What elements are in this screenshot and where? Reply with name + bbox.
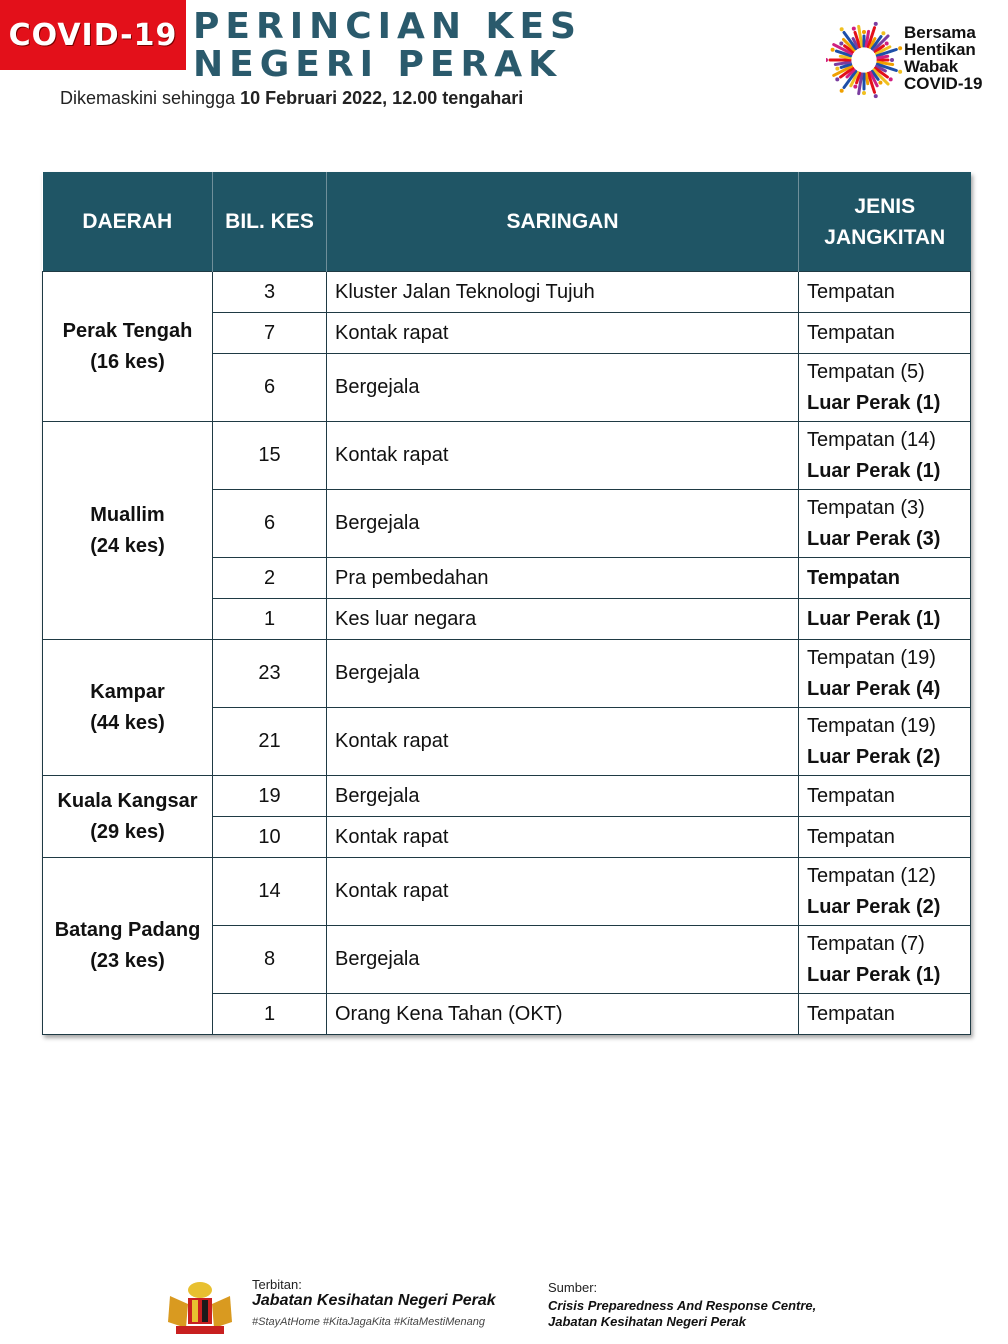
infection-type xyxy=(799,708,971,776)
title-line-1: PERINCIAN KES xyxy=(193,6,582,47)
infection-local: Tempatan (19) xyxy=(807,714,936,737)
screening-type: Bergejala xyxy=(327,640,799,708)
table-row xyxy=(43,422,971,490)
infection-local: Tempatan xyxy=(807,784,895,807)
table-body xyxy=(43,272,971,1035)
publisher-label: Terbitan: xyxy=(252,1277,302,1292)
infection-outside: Luar Perak (1) xyxy=(807,607,941,630)
infection-type xyxy=(799,817,971,858)
header-saringan: SARINGAN xyxy=(327,172,799,272)
screening-type: Kontak rapat xyxy=(327,708,799,776)
infection-type xyxy=(799,858,971,926)
district-cell xyxy=(43,858,213,1035)
screening-type: Bergejala xyxy=(327,926,799,994)
district-total: (23 kes) xyxy=(90,950,165,972)
logo-line-3: Wabak xyxy=(904,57,959,76)
infection-local: Tempatan (12) xyxy=(807,864,936,887)
district-name: Muallim xyxy=(90,503,165,526)
district-total: (24 kes) xyxy=(90,534,165,557)
screening-type: Kontak rapat xyxy=(327,422,799,490)
infection-outside: Luar Perak (4) xyxy=(807,677,941,700)
district-cell xyxy=(43,422,213,640)
updated-prefix: Dikemaskini sehingga xyxy=(60,88,241,108)
case-count: 1 xyxy=(213,994,327,1035)
infection-local: Tempatan xyxy=(807,321,895,344)
infection-type xyxy=(799,926,971,994)
header-jenis: JENIS xyxy=(854,194,916,218)
infection-type xyxy=(799,490,971,558)
table-row xyxy=(43,776,971,817)
infection-type xyxy=(799,640,971,708)
state-emblem-icon xyxy=(160,1278,240,1338)
infection-local: Tempatan (14) xyxy=(807,428,936,451)
title-line-2: NEGERI PERAK xyxy=(193,44,562,85)
case-table xyxy=(42,172,971,1035)
infection-type xyxy=(799,313,971,354)
logo-line-4: COVID-19 xyxy=(904,74,983,93)
district-cell xyxy=(43,272,213,422)
infection-local: Tempatan xyxy=(807,1002,895,1025)
case-count: 21 xyxy=(213,708,327,776)
infection-type xyxy=(799,422,971,490)
infection-outside: Luar Perak (2) xyxy=(807,895,941,918)
infection-outside: Tempatan xyxy=(807,566,900,589)
case-count: 6 xyxy=(213,490,327,558)
publisher-name: Jabatan Kesihatan Negeri Perak xyxy=(252,1292,496,1309)
header-jangkitan: JANGKITAN xyxy=(824,225,946,249)
screening-type: Kontak rapat xyxy=(327,858,799,926)
campaign-logo-text xyxy=(904,24,982,92)
district-cell xyxy=(43,776,213,858)
infection-outside: Luar Perak (2) xyxy=(807,745,941,768)
updated-date: 10 Februari 2022, 12.00 tengahari xyxy=(240,88,524,108)
infection-type xyxy=(799,354,971,422)
screening-type: Kontak rapat xyxy=(327,817,799,858)
table-header-row xyxy=(43,172,971,272)
table-row xyxy=(43,640,971,708)
source-line-1: Crisis Preparedness And Response Centre, xyxy=(548,1298,817,1313)
updated-note xyxy=(60,88,523,109)
infection-local: Tempatan (3) xyxy=(807,496,925,519)
header-daerah: DAERAH xyxy=(43,172,213,272)
case-count: 1 xyxy=(213,599,327,640)
infection-local: Tempatan (19) xyxy=(807,646,936,669)
infection-type xyxy=(799,776,971,817)
case-count: 7 xyxy=(213,313,327,354)
screening-type: Kes luar negara xyxy=(327,599,799,640)
case-count: 3 xyxy=(213,272,327,313)
screening-type: Bergejala xyxy=(327,776,799,817)
infection-outside: Luar Perak (3) xyxy=(807,527,941,550)
district-total: (16 kes) xyxy=(90,350,165,373)
screening-type: Kluster Jalan Teknologi Tujuh xyxy=(327,272,799,313)
case-count: 15 xyxy=(213,422,327,490)
district-total: (29 kes) xyxy=(90,820,165,843)
infection-type xyxy=(799,599,971,640)
case-count: 19 xyxy=(213,776,327,817)
screening-type: Orang Kena Tahan (OKT) xyxy=(327,994,799,1035)
district-name: Batang Padang xyxy=(54,919,201,941)
case-count: 10 xyxy=(213,817,327,858)
header-jenis-jangkitan xyxy=(799,172,971,272)
header-bil-kes: BIL. KES xyxy=(213,172,327,272)
screening-type: Bergejala xyxy=(327,354,799,422)
page-title xyxy=(193,8,582,84)
table-row xyxy=(43,858,971,926)
district-name: Kampar xyxy=(90,680,165,703)
hashtags: #StayAtHome #KitaJagaKita #KitaMestiMenang xyxy=(252,1316,485,1328)
infection-outside: Luar Perak (1) xyxy=(807,963,941,986)
covid-badge: COVID-19 xyxy=(0,0,186,70)
infection-outside: Luar Perak (1) xyxy=(807,391,941,414)
district-cell xyxy=(43,640,213,776)
source-label: Sumber: xyxy=(548,1280,598,1295)
infection-type xyxy=(799,558,971,599)
screening-type: Bergejala xyxy=(327,490,799,558)
logo-line-2: Hentikan xyxy=(904,40,976,59)
infection-type xyxy=(799,994,971,1035)
screening-type: Pra pembedahan xyxy=(327,558,799,599)
case-count: 8 xyxy=(213,926,327,994)
district-name: Perak Tengah xyxy=(62,319,193,342)
infection-outside: Luar Perak (1) xyxy=(807,459,941,482)
infection-local: Tempatan xyxy=(807,825,895,848)
case-count: 14 xyxy=(213,858,327,926)
case-count: 6 xyxy=(213,354,327,422)
source-line-2: Jabatan Kesihatan Negeri Perak xyxy=(548,1314,746,1329)
logo-line-1: Bersama xyxy=(904,23,976,42)
case-count: 23 xyxy=(213,640,327,708)
infection-local: Tempatan (5) xyxy=(807,360,925,383)
table-row xyxy=(43,272,971,313)
infection-type xyxy=(799,272,971,313)
infection-local: Tempatan (7) xyxy=(807,932,925,955)
screening-type: Kontak rapat xyxy=(327,313,799,354)
infection-local: Tempatan xyxy=(807,280,895,303)
district-total: (44 kes) xyxy=(90,711,165,734)
district-name: Kuala Kangsar xyxy=(57,789,198,812)
case-count: 2 xyxy=(213,558,327,599)
